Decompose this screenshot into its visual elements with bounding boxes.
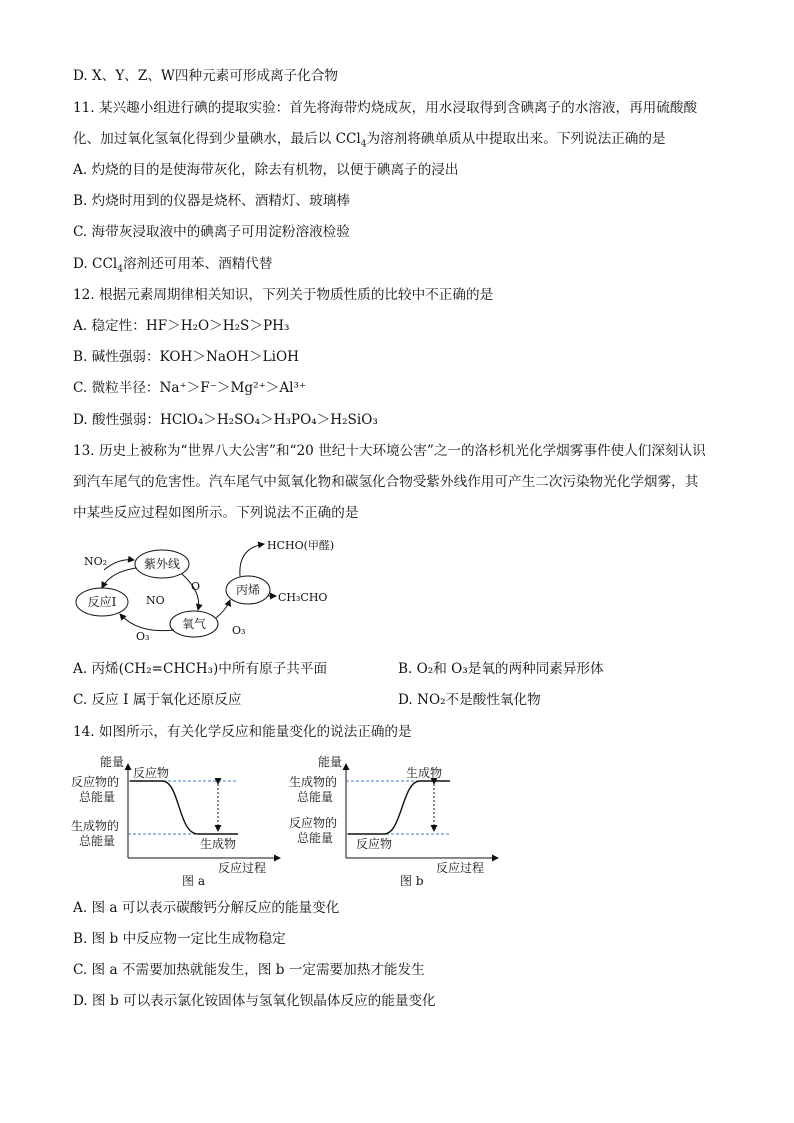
- react-total-label-2: 总能量: [79, 790, 116, 804]
- q14-option-b: B. 图 b 中反应物一定比生成物稳定: [73, 931, 286, 947]
- arrow-oxygen-to-propene: [216, 600, 230, 618]
- prod-total-label-2: 总能量: [297, 790, 334, 804]
- q13-stem-line2: 到汽车尾气的危害性。汽车尾气中氮氧化物和碳氢化合物受紫外线作用可产生二次污染物光化学烟雾，其: [73, 474, 699, 490]
- energy-curve: [130, 781, 238, 834]
- hcho-label: HCHO(甲醛): [267, 539, 335, 552]
- react-total-label-1: 反应物的: [71, 775, 120, 789]
- subscript: 4: [117, 264, 123, 275]
- caption: 图 a: [182, 874, 205, 888]
- arrow-no2-to-uv: [104, 560, 134, 570]
- o3-right-label: O₃: [232, 624, 246, 637]
- q11-stem-text-b: 为溶剂将碘单质从中提取出来。下列说法正确的是: [366, 131, 666, 147]
- ch3cho-label: CH₃CHO: [278, 591, 328, 604]
- q13-option-a: A. 丙烯(CH₂=CHCH₃)中所有原子共平面: [73, 661, 328, 677]
- energy-curve: [348, 781, 450, 834]
- q12-option-c: C. 微粒半径：Na⁺＞F⁻＞Mg²⁺＞Al³⁺: [73, 380, 307, 396]
- arrow-propene-to-hcho: [240, 544, 264, 576]
- q11-option-d: [73, 254, 272, 274]
- q13-reaction-diagram: [70, 534, 370, 649]
- arrow-oxygen-to-reaction1: [120, 614, 174, 631]
- product-label: 生成物: [406, 766, 443, 780]
- o3-left-label: O₃: [136, 630, 150, 643]
- propene-label: 丙烯: [235, 583, 261, 597]
- y-axis-label: 能量: [318, 755, 343, 769]
- product-label: 生成物: [200, 837, 237, 851]
- q11-stem-line2: [73, 129, 666, 149]
- q14-option-c: C. 图 a 不需要加热就能发生，图 b 一定需要加热才能发生: [73, 962, 425, 978]
- x-axis-label: 反应过程: [436, 861, 485, 875]
- react-total-label-2: 总能量: [297, 831, 334, 845]
- q11-d-text-b: 溶剂还可用苯、酒精代替: [122, 256, 273, 272]
- no-label: NO: [146, 594, 165, 607]
- q14-option-d: D. 图 b 可以表示氯化铵固体与氢氧化钡晶体反应的能量变化: [73, 993, 436, 1009]
- prod-total-label-2: 总能量: [79, 834, 116, 848]
- q13-stem-line1: 13. 历史上被称为“世界八大公害”和“20 世纪十大环境公害”之一的洛杉机光化学烟雾事件使人们深刻认识: [73, 443, 706, 459]
- q10-option-d: D. X、Y、Z、W四种元素可形成离子化合物: [73, 68, 339, 84]
- reactant-label: 反应物: [356, 837, 393, 851]
- q11-option-a: A. 灼烧的目的是使海带灰化，除去有机物，以便于碘离子的浸出: [73, 162, 459, 178]
- q11-stem-text-a: 化、加过氧化氢氧化得到少量碘水，最后以 CCl: [73, 131, 361, 147]
- q11-d-text-a: D. CCl: [73, 256, 118, 272]
- no2-label: NO₂: [84, 555, 108, 568]
- q11-option-c: C. 海带灰浸取液中的碘离子可用淀粉溶液检验: [73, 224, 350, 240]
- q13-option-c: C. 反应 I 属于氧化还原反应: [73, 692, 242, 708]
- q12-option-d: D. 酸性强弱：HClO₄＞H₂SO₄＞H₃PO₄＞H₂SiO₃: [73, 412, 378, 428]
- q12-stem: 12. 根据元素周期律相关知识，下列关于物质性质的比较中不正确的是: [73, 287, 494, 303]
- q14-stem: 14. 如图所示，有关化学反应和能量变化的说法正确的是: [73, 724, 412, 740]
- o-label: O: [191, 580, 201, 593]
- prod-total-label-1: 生成物的: [289, 775, 338, 789]
- prod-total-label-1: 生成物的: [71, 819, 120, 833]
- q14-figure-b: [284, 750, 504, 890]
- react-total-label-1: 反应物的: [289, 816, 338, 830]
- reactant-label: 反应物: [133, 766, 170, 780]
- oxygen-label: 氧气: [181, 617, 207, 631]
- q13-option-d: D. NO₂不是酸性氧化物: [398, 692, 541, 708]
- arrow-uv-to-reaction1: [102, 568, 136, 588]
- q13-stem-line3: 中某些反应过程如图所示。下列说法不正确的是: [73, 505, 359, 521]
- q12-option-b: B. 碱性强弱：KOH＞NaOH＞LiOH: [73, 349, 299, 365]
- q14-option-a: A. 图 a 可以表示碳酸钙分解反应的能量变化: [73, 900, 340, 916]
- q14-figure-a: [66, 750, 286, 890]
- q12-option-a: A. 稳定性：HF＞H₂O＞H₂S＞PH₃: [73, 318, 290, 334]
- q13-option-b: B. O₂和 O₃是氧的两种同素异形体: [398, 661, 604, 677]
- subscript: 4: [360, 139, 367, 150]
- uv-label: 紫外线: [143, 557, 181, 571]
- x-axis-label: 反应过程: [218, 861, 267, 875]
- y-axis-label: 能量: [100, 755, 125, 769]
- q11-option-b: B. 灼烧时用到的仪器是烧杯、酒精灯、玻璃棒: [73, 193, 350, 209]
- reaction1-label: 反应I: [87, 595, 117, 609]
- caption: 图 b: [400, 874, 424, 888]
- q11-stem-line1: 11. 某兴趣小组进行碘的提取实验：首先将海带灼烧成灰，用水浸取得到含碘离子的水溶液，再用硫酸酸: [73, 100, 698, 116]
